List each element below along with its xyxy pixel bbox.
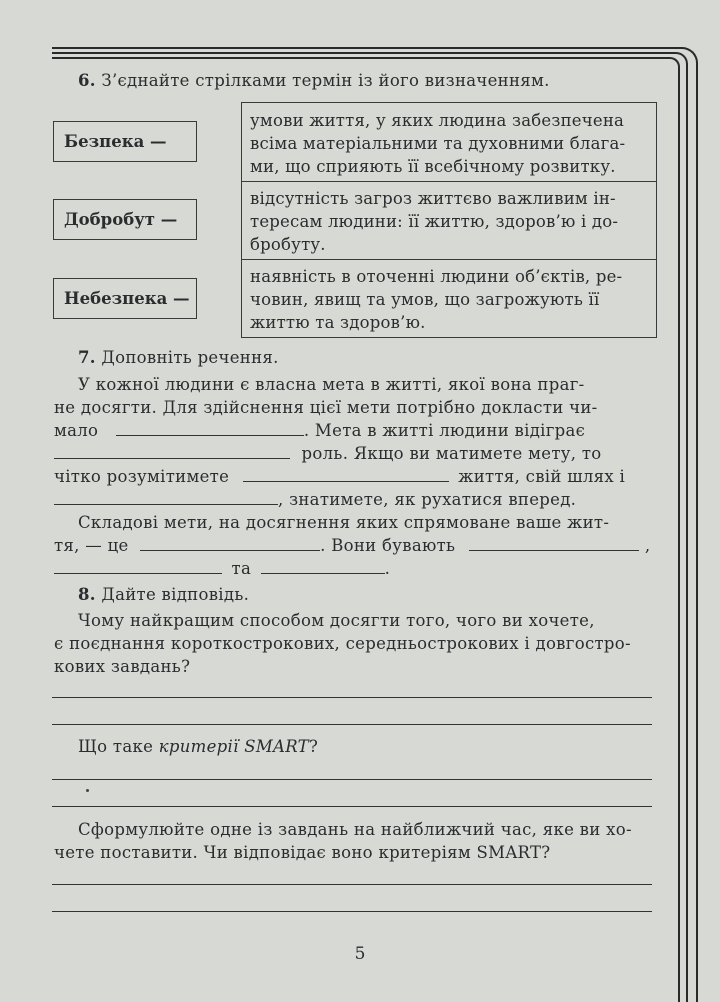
frame-line	[52, 52, 676, 54]
question-1-line: кових завдань?	[54, 657, 191, 676]
definition-cell-3[interactable]	[242, 262, 656, 334]
definition-line: умови життя, у яких людина забезпечена	[250, 111, 625, 130]
question-2-term: критерії SMART	[158, 737, 309, 756]
term-box-wellbeing[interactable]: Добробут —	[53, 199, 197, 240]
fill-blank-6[interactable]	[469, 536, 639, 551]
fill-blank-5[interactable]	[140, 536, 320, 551]
table-divider	[242, 259, 656, 260]
task8-instruction: Дайте відповідь.	[101, 585, 250, 604]
frame-line	[52, 47, 682, 49]
page-number: 5	[354, 944, 366, 964]
answer-line[interactable]	[52, 884, 652, 885]
task7-line: У кожної людини є власна мета в житті, якої вона праг-	[78, 375, 585, 394]
definition-line: човин, явищ та умов, що загрожують її	[250, 290, 600, 309]
task7-line	[54, 443, 602, 465]
task7-text: тя, — це	[54, 536, 129, 555]
question-1-line: Чому найкращим способом досягти того, чого ви хочете,	[78, 611, 595, 630]
definition-cell-1[interactable]	[242, 106, 656, 178]
task6-number: 6.	[78, 71, 96, 90]
answer-line[interactable]	[52, 697, 652, 698]
table-divider	[242, 181, 656, 182]
answer-line[interactable]	[52, 806, 652, 807]
definition-line: життю та здоров’ю.	[250, 313, 426, 332]
definition-line: ми, що сприяють її всебічному розвитку.	[250, 157, 616, 176]
task6-heading	[78, 70, 550, 92]
task7-number: 7.	[78, 348, 96, 367]
term-box-safety[interactable]: Безпека —	[53, 121, 197, 162]
fill-blank-1[interactable]	[116, 421, 304, 436]
task7-text: , знатимете, як рухатися вперед.	[278, 490, 577, 509]
task7-text: чітко розумітимете	[54, 467, 230, 486]
answer-line[interactable]	[52, 779, 652, 780]
frame-line	[52, 57, 670, 59]
task7-instruction: Доповніть речення.	[101, 348, 279, 367]
task7-text: роль. Якщо ви матимете мету, то	[301, 444, 602, 463]
task7-heading	[78, 347, 279, 369]
definition-line: відсутність загроз життєво важливим ін-	[250, 189, 616, 208]
task7-text: мало	[54, 421, 99, 440]
definition-line: всіма матеріальними та духовними блага-	[250, 134, 626, 153]
question-2-text: Що таке	[78, 737, 159, 756]
definition-line: тересам людини: її життю, здоров’ю і до-	[250, 212, 619, 231]
fill-blank-3[interactable]	[243, 467, 449, 482]
task6-instruction: З’єднайте стрілками термін із його визначенням.	[101, 71, 550, 90]
task7-line	[54, 420, 585, 442]
task7-line	[54, 535, 650, 557]
task8-heading	[78, 584, 249, 606]
term-box-danger[interactable]: Небезпека —	[53, 278, 197, 319]
question-3-line: чете поставити. Чи відповідає воно критеріям SMART?	[54, 843, 551, 862]
task7-line: Складові мети, на досягнення яких спрямоване ваше жит-	[78, 513, 610, 532]
task7-text: . Мета в житті людини відіграє	[303, 421, 586, 440]
fill-blank-2[interactable]	[54, 444, 290, 459]
print-speck	[86, 789, 89, 792]
definitions-table	[241, 102, 657, 338]
fill-blank-4[interactable]	[54, 490, 278, 505]
task7-text: життя, свій шлях і	[458, 467, 626, 486]
answer-line[interactable]	[52, 724, 652, 725]
question-2	[78, 736, 318, 758]
definition-cell-2[interactable]	[242, 184, 656, 256]
answer-line[interactable]	[52, 911, 652, 912]
definition-line: наявність в оточенні людини об’єктів, ре-	[250, 267, 623, 286]
task7-text: .	[384, 559, 391, 578]
task7-line: не досягти. Для здійснення цієї мети потрібно докласти чи-	[54, 398, 598, 417]
definition-line: бробуту.	[250, 235, 326, 254]
task7-line	[54, 489, 576, 511]
fill-blank-8[interactable]	[261, 559, 385, 574]
task7-text: . Вони бувають	[320, 536, 456, 555]
question-1-line: є поєднання короткострокових, середньострокових і довгостро-	[54, 634, 631, 653]
task7-line	[54, 558, 390, 580]
question-2-text: ?	[308, 737, 319, 756]
task7-line	[54, 466, 625, 488]
task7-text: та	[231, 559, 252, 578]
task7-text: ,	[644, 536, 651, 555]
task8-number: 8.	[78, 585, 96, 604]
question-3-line: Сформулюйте одне із завдань на найближчий час, яке ви хо-	[78, 820, 632, 839]
fill-blank-7[interactable]	[54, 559, 222, 574]
